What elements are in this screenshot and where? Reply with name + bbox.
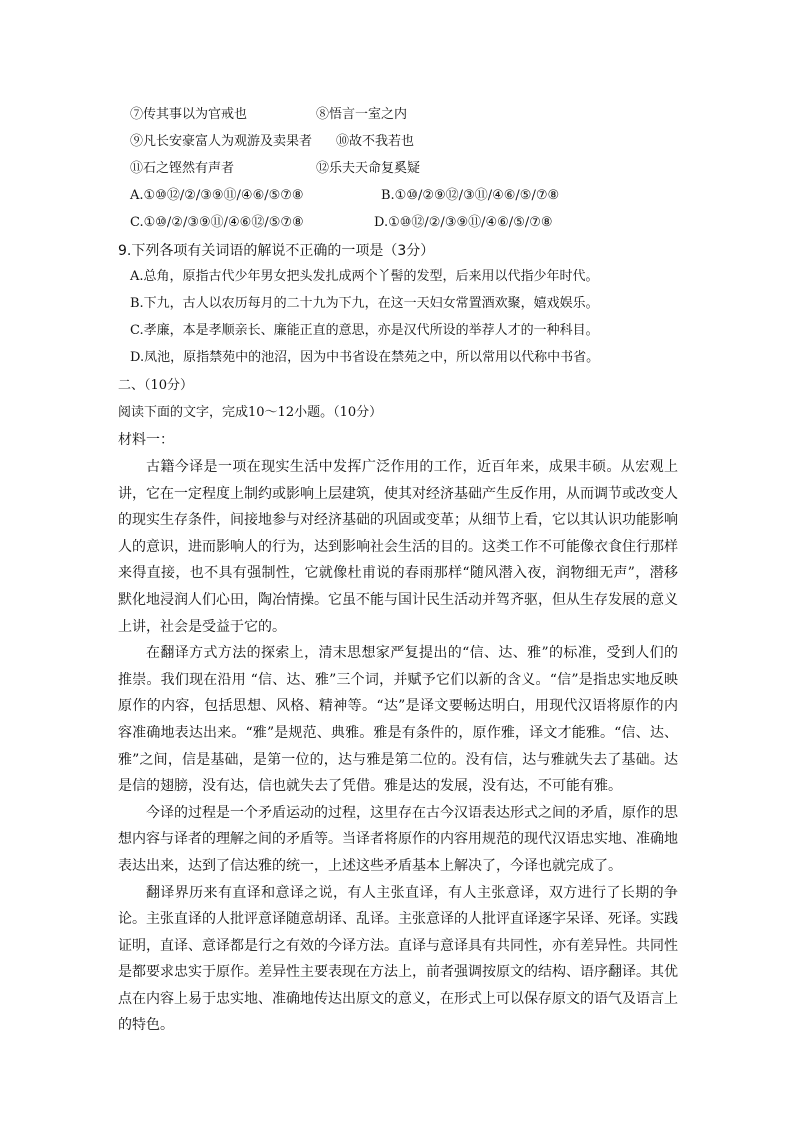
- option-d: D.①⑩⑫/②/③⑨⑪/④⑥/⑤/⑦⑧: [374, 215, 553, 230]
- question-9-stem: 9.下列各项有关词语的解说不正确的一项是（3分）: [118, 243, 435, 259]
- question-9-option-b: B.下九，古人以农历每月的二十九为下九，在这一天妇女常置酒欢聚，嬉戏娱乐。: [130, 296, 599, 311]
- question-9-option-d: D.凤池，原指禁苑中的池沼，因为中书省设在禁苑之中，所以常用以代称中书省。: [130, 350, 600, 365]
- option-c: C.①⑩/②/③⑨⑪/④⑥⑫/⑤⑦⑧: [130, 215, 304, 230]
- paragraph: 今译的过程是一个矛盾运动的过程，这里存在古今汉语表达形式之间的矛盾，原作的思想内容与译者的理解之间的矛盾等。当译者将原作的内容用规范的现代汉语忠实地、准确地表达出来，达到了信达雅的统一，上述这些矛盾基本上解决了，今译也就完成了。: [118, 804, 678, 874]
- paragraph: 翻译界历来有直译和意译之说，有人主张直译，有人主张意译，双方进行了长期的争论。主张直译的人批评意译随意胡译、乱译。主张意译的人批评直译逐字呆译、死译。实践证明，直译、意译都是行之有效的今译方法。直译与意译具有共同性，亦有差异性。共同性是都要求忠实于原作。差异性主要表现在方法上，前者强调按原文的结构、语序翻译。其优点在内容上易于忠实地、准确地传达出原文的意义，在形式上可以保存原文的语气及语言上的特色。: [118, 884, 678, 1034]
- section-instruction: 阅读下面的文字，完成10～12小题。（10分）: [118, 405, 383, 420]
- list-item: ⑪石之铿然有声者: [130, 161, 235, 176]
- list-item: ⑫乐夫天命复奚疑: [316, 161, 421, 176]
- option-b: B.①⑩/②⑨⑫/③⑪/④⑥/⑤/⑦⑧: [381, 188, 560, 203]
- paragraph: 古籍今译是一项在现实生活中发挥广泛作用的工作，近百年来，成果丰硕。从宏观上讲，它在一定程度上制约或影响上层建筑，使其对经济基础产生反作用，从而调节或改变人的现实生存条件，间接地参与对经济基础的巩固或变革；从细节上看，它以其认识功能影响人的意识，进而影响人的行为，达到影响社会生活的目的。这类工作不可能像衣食住行那样来得直接，也不具有强制性，它就像杜甫说的春雨那样“随风潜入夜，润物细无声”，潜移默化地浸润人们心田，陶冶情操。它虽不能与国计民生活动并驾齐驱，但从生存发展的意义上讲，社会是受益于它的。: [118, 459, 678, 635]
- list-item: ⑦传其事以为官戒也: [130, 107, 248, 122]
- option-a: A.①⑩⑫/②/③⑨⑪/④⑥/⑤⑦⑧: [130, 188, 304, 203]
- question-9-option-c: C.孝廉，本是孝顺亲长、廉能正直的意思，亦是汉代所设的举荐人才的一种科目。: [130, 323, 599, 338]
- paragraph: 在翻译方式方法的探索上，清末思想家严复提出的“信、达、雅”的标准，受到人们的推崇。我们现在沿用 “信、达、雅”三个词，并赋予它们以新的含义。“信”是指忠实地反映原作的内容，包括思想、风格、精神等。“达”是译文要畅达明白，用现代汉语将原作的内容准确地表达出来。“雅”是规范、典雅。雅是有条件的，原作雅，译文才能雅。“信、达、雅”之间，信是基础，是第一位的，达与雅是第二位的。没有信，达与雅就失去了基础。达是信的翅膀，没有达，信也就失去了凭借。雅是达的发展，没有达，不可能有雅。: [118, 645, 678, 795]
- question-9-option-a: A.总角，原指古代少年男女把头发扎成两个丫髻的发型，后来用以代指少年时代。: [130, 269, 599, 284]
- list-item: ⑧悟言一室之内: [316, 107, 408, 122]
- material-label: 材料一：: [118, 432, 174, 448]
- list-item: ⑨凡长安豪富人为观游及卖果者: [130, 134, 313, 149]
- section-heading: 二、（10分）: [118, 378, 194, 393]
- material-body: [118, 454, 678, 1039]
- list-item: ⑩故不我若也: [336, 134, 415, 149]
